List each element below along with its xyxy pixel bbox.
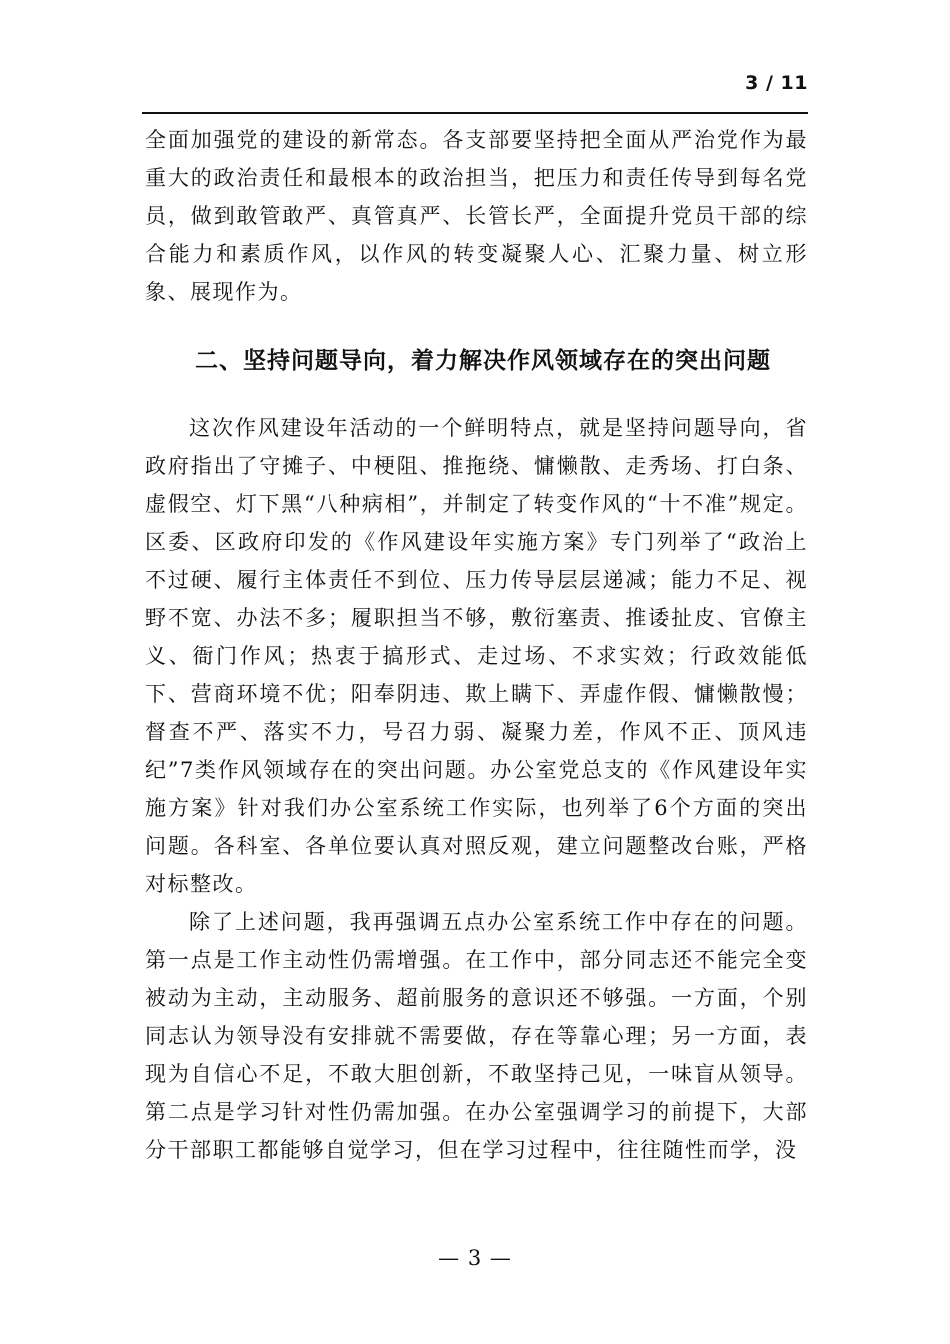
page-number-footer: — 3 — (438, 1246, 512, 1270)
section-heading: 二、坚持问题导向，着力解决作风领域存在的突出问题 (195, 348, 771, 374)
page-counter: 3 / 11 (745, 72, 808, 94)
paragraph-five-points: 除了上述问题，我再强调五点办公室系统工作中存在的问题。第一点是工作主动性仍需增强。在工作中，部分同志还不能完全变被动为主动，主动服务、超前服务的意识还不够强。一方面，个别同志认为领导没有安排就不需要做，存在等靠心理；另一方面，表现为自信心不足，不敢大胆创新，不敢坚持己见，一味盲从领导。第二点是学习针对性仍需加强。在办公室强调学习的前提下，大部分干部职工都能够自觉学习，但在学习过程中，往往随性而学，没 (145, 910, 808, 1162)
paragraph-continued: 全面加强党的建设的新常态。各支部要坚持把全面从严治党作为最重大的政治责任和最根本的政治担当，把压力和责任传导到每名党员，做到敢管敢严、真管真严、长管长严，全面提升党员干部的综合能力和素质作风，以作风的转变凝聚人心、汇聚力量、树立形象、展现作为。 (145, 128, 808, 304)
document-body (145, 121, 808, 1169)
header-divider (142, 112, 808, 114)
paragraph-problems: 这次作风建设年活动的一个鲜明特点，就是坚持问题导向，省政府指出了守摊子、中梗阻、推拖绕、慵懒散、走秀场、打白条、虚假空、灯下黑“八种病相”，并制定了转变作风的“十不准”规定。区委、区政府印发的《作风建设年实施方案》专门列举了“政治上不过硬、履行主体责任不到位、压力传导层层递减；能力不足、视野不宽、办法不多；履职担当不够，敷衍塞责、推诿扯皮、官僚主义、衙门作风；热衷于搞形式、走过场、不求实效；行政效能低下、营商环境不优；阳奉阴违、欺上瞒下、弄虚作假、慵懒散慢；督查不严、落实不力，号召力弱、凝聚力差，作风不正、顶风违纪”7类作风领域存在的突出问题。办公室党总支的《作风建设年实施方案》针对我们办公室系统工作实际，也列举了6个方面的突出问题。各科室、各单位要认真对照反观，建立问题整改台账，严格对标整改。 (145, 416, 808, 896)
